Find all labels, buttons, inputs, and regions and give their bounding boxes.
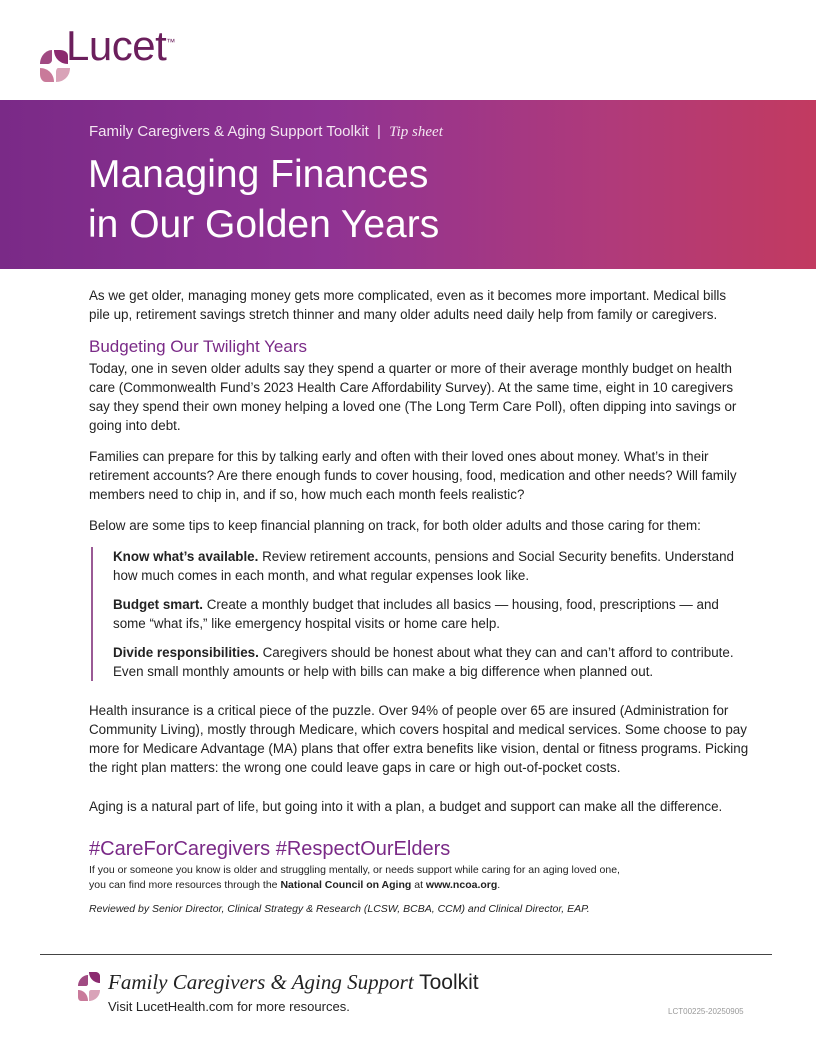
- footer-divider: [40, 954, 772, 955]
- tip-title: Know what’s available.: [113, 549, 259, 564]
- section-paragraph-2: Families can prepare for this by talking early and often with their loved ones about money. What’s in their retirement accounts? Are there enough funds to cover housing, food, medication and other needs? Will family members need to chip in, and if so, how much each month feels realistic?: [89, 449, 737, 502]
- tip-item: [113, 595, 749, 633]
- toolkit-label: Family Caregivers & Aging Support Toolkit: [89, 123, 369, 140]
- page-title: [88, 150, 439, 250]
- intro-paragraph: As we get older, managing money gets more complicated, even as it becomes more important. Medical bills pile up, retirement savings stretch thinner and many older adults need daily help from family or caregivers.: [89, 288, 727, 322]
- ncoa-link[interactable]: www.ncoa.org: [425, 879, 498, 891]
- tips-list: [91, 547, 749, 681]
- footer-website-note[interactable]: Visit LucetHealth.com for more resources.: [108, 999, 350, 1014]
- tip-title: Divide responsibilities.: [113, 645, 259, 660]
- resources-line-2: you can find more resources through the: [89, 879, 281, 891]
- section-paragraph-3: Below are some tips to keep financial planning on track, for both older adults and those caring for them:: [89, 518, 701, 533]
- section-heading: Budgeting Our Twilight Years: [89, 337, 307, 356]
- tip-text: Create a monthly budget that includes all basics — housing, food, prescriptions — and some “what ifs,” like emergency hospital visits or home care help.: [113, 597, 719, 631]
- insurance-paragraph: Health insurance is a critical piece of the puzzle. Over 94% of people over 65 are insured (Administration for Community Living), mostly through Medicare, which covers hospital and medical services. Some choose to pay more for Medicare Advantage (MA) plans that offer extra benefits like vision, dental or fitness programs. Picking the right plan matters: the wrong one could leave gaps in care or high out-of-pocket costs.: [89, 703, 749, 775]
- resources-note: [89, 863, 620, 893]
- tip-item: [113, 643, 749, 681]
- title-line-2: in Our Golden Years: [88, 203, 440, 246]
- reviewed-by-note: Reviewed by Senior Director, Clinical Strategy & Research (LCSW, BCBA, CCM) and Clinical Director, EAP.: [89, 903, 590, 915]
- resources-line-1: If you or someone you know is older and struggling mentally, or needs support while caring for an aging loved one,: [89, 864, 620, 876]
- footer-title-plain: Toolkit: [413, 971, 479, 994]
- tip-title: Budget smart.: [113, 597, 204, 612]
- section-paragraph-1: Today, one in seven older adults say they spend a quarter or more of their average monthly budget on health care (Commonwealth Fund’s 2023 Health Care Affordability Survey). At the same time, eight in 10 caregivers say they spend their own money helping a loved one (The Long Term Care Poll), often dipping into savings or going into debt.: [89, 361, 737, 433]
- hashtags: #CareForCaregivers #RespectOurElders: [89, 838, 451, 860]
- footer-title-italic: Family Caregivers & Aging Support: [108, 970, 414, 994]
- closing-paragraph: Aging is a natural part of life, but going into it with a plan, a budget and support can make all the difference.: [89, 799, 723, 814]
- banner-subtitle: [89, 123, 443, 141]
- lucet-petal-small-icon: [78, 972, 100, 1016]
- tip-item: [113, 547, 749, 585]
- footer-toolkit-title: [108, 970, 479, 995]
- resources-period: .: [497, 879, 501, 891]
- tip-text: Caregivers should be honest about what they can and can’t afford to contribute. Even small monthly amounts or help with bills can make a big difference when planned out.: [113, 645, 734, 679]
- title-line-1: Managing Finances: [88, 153, 429, 196]
- main-content: [89, 286, 749, 828]
- document-code: LCT00225-20250905: [668, 1007, 744, 1016]
- brand-name: Lucet™: [66, 22, 175, 69]
- header-banner: [0, 100, 816, 269]
- ncoa-name: National Council on Aging: [280, 879, 412, 891]
- separator: |: [377, 123, 381, 140]
- tip-text: Review retirement accounts, pensions and Social Security benefits. Understand how much comes in each month, and what regular expenses look like.: [113, 549, 734, 583]
- tip-sheet-label: Tip sheet: [389, 124, 443, 140]
- resources-at: at: [411, 879, 426, 891]
